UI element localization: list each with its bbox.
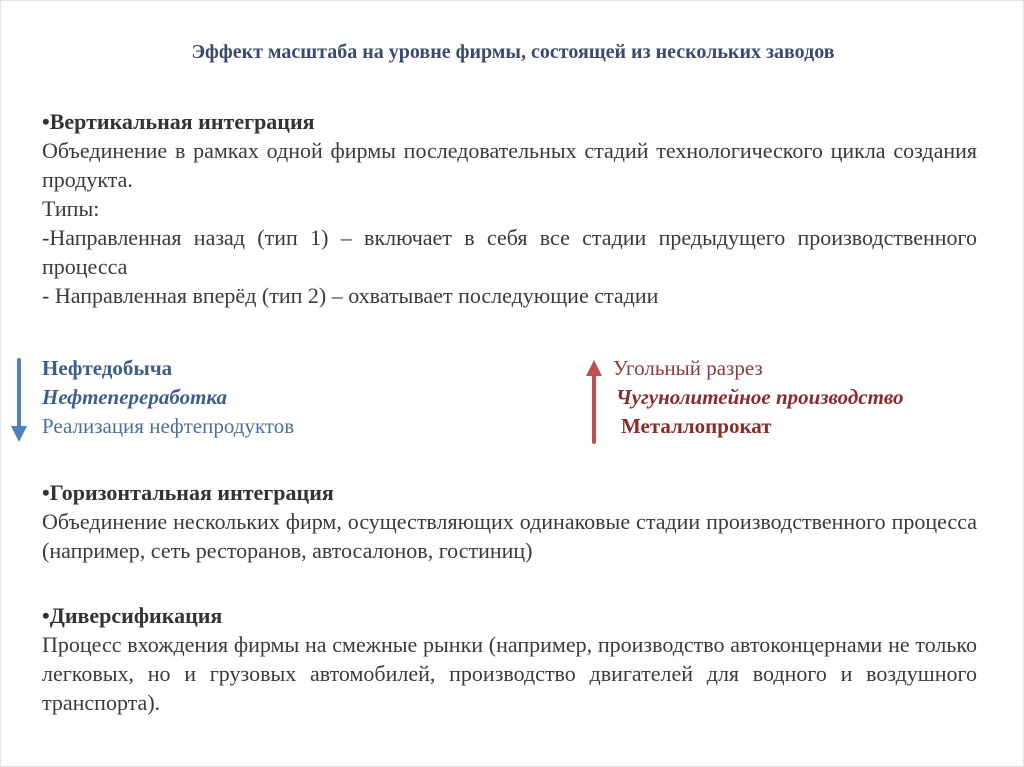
horizontal-integration-section [42, 478, 977, 565]
example-right-3: Металлопрокат [621, 414, 772, 438]
example-left-3: Реализация нефтепродуктов [42, 414, 295, 438]
vertical-integration-definition: Объединение в рамках одной фирмы последовательных стадий технологического цикла создания продукта. [42, 138, 977, 192]
example-left-1: Нефтедобыча [42, 356, 173, 380]
diversification-definition: Процесс вхождения фирмы на смежные рынки (например, производство автоконцернами не только легковых, но и грузовых автомобилей, производство двигателей для водного и воздушного транспорта). [42, 632, 977, 715]
diversification-heading: •Диверсификация [42, 603, 223, 628]
vertical-integration-heading: •Вертикальная интеграция [42, 109, 315, 134]
type1-description: -Направленная назад (тип 1) – включает в себя все стадии предыдущего производственного процесса [42, 225, 977, 279]
vertical-integration-section [42, 107, 977, 310]
type2-description: - Направленная вперёд (тип 2) – охватывает последующие стадии [42, 283, 659, 308]
arrow-down-icon [9, 356, 29, 446]
horizontal-integration-heading: •Горизонтальная интеграция [42, 480, 334, 505]
types-label: Типы: [42, 196, 100, 221]
slide-title: Эффект масштаба на уровне фирмы, состоящей из нескольких заводов [191, 41, 835, 63]
example-right-2: Чугунолитейное производство [616, 385, 904, 409]
example-left-2: Нефтепереработка [42, 385, 228, 409]
horizontal-integration-definition: Объединение нескольких фирм, осуществляющих одинаковые стадии производственного процесса (например, сеть ресторанов, автосалонов, гостиниц) [42, 509, 977, 563]
diversification-section [42, 601, 977, 717]
example-right-1: Угольный разрез [613, 356, 763, 380]
arrow-up-icon [584, 356, 604, 446]
